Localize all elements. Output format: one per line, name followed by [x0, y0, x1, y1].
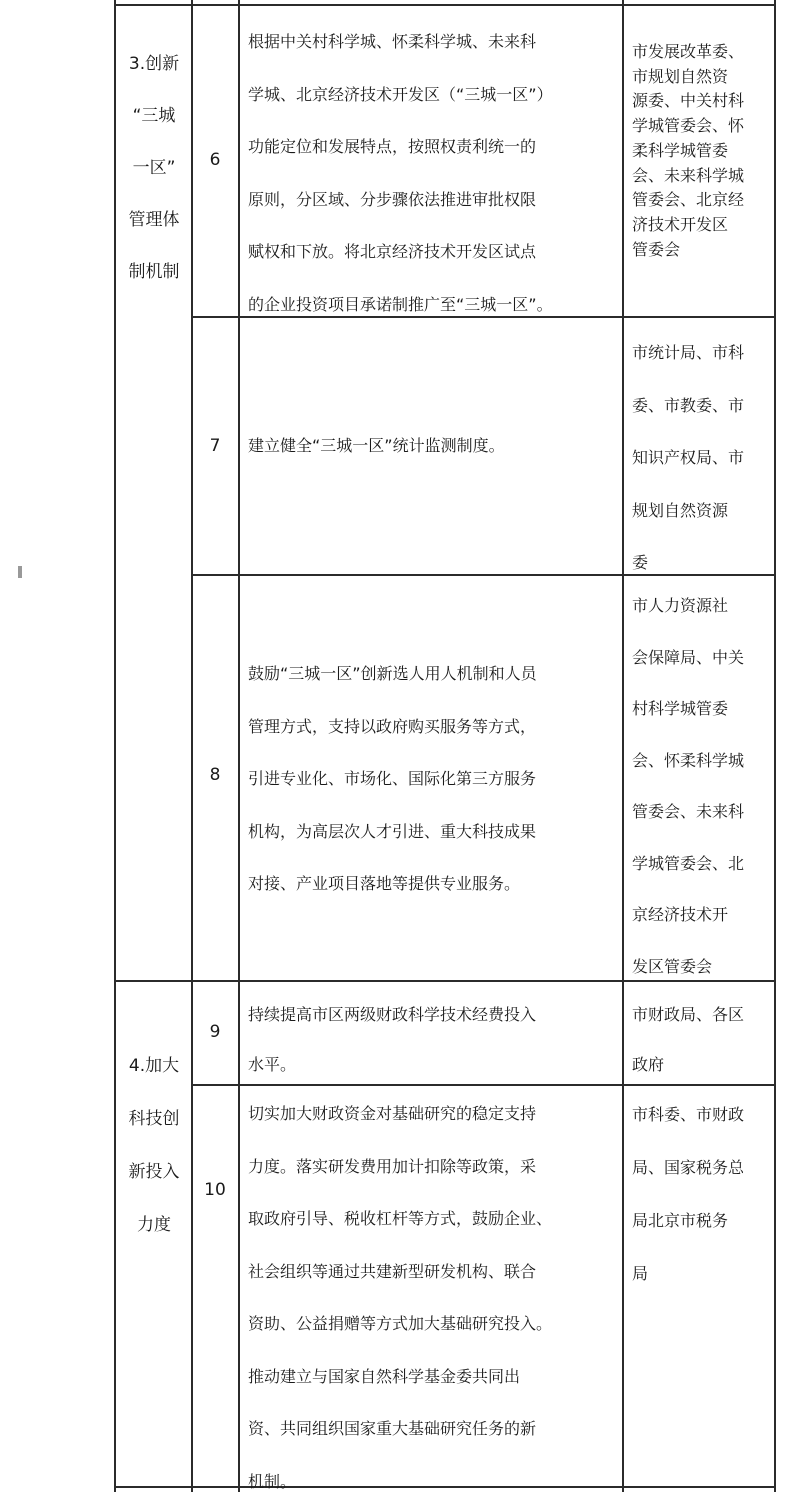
task-line: 机制。: [248, 1456, 618, 1508]
department-line: 会、怀柔科学城: [632, 735, 772, 787]
task-line: 功能定位和发展特点，按照权责利统一的: [248, 121, 618, 174]
category-line: 3.创新: [116, 38, 192, 90]
task-cell: [248, 16, 618, 331]
department-cell: [632, 40, 772, 262]
department-line: 柔科学城管委: [632, 139, 772, 164]
task-line: 机构，为高层次人才引进、重大科技成果: [248, 806, 618, 859]
task-line: 的企业投资项目承诺制推广至“三城一区”。: [248, 279, 618, 332]
department-line: 发区管委会: [632, 941, 772, 993]
department-line: 村科学城管委: [632, 683, 772, 735]
task-cell: [248, 990, 618, 1090]
department-line: 学城管委会、怀: [632, 114, 772, 139]
task-line: 建立健全“三城一区”统计监测制度。: [248, 432, 618, 460]
department-line: 市科委、市财政: [632, 1088, 772, 1141]
row-number: 9: [192, 1022, 238, 1042]
row-number: 8: [192, 765, 238, 785]
task-cell: [248, 432, 618, 460]
department-line: 局、国家税务总: [632, 1141, 772, 1194]
task-line: 社会组织等通过共建新型研发机构、联合: [248, 1246, 618, 1299]
table-divider-number: [238, 0, 240, 1492]
task-line: 推动建立与国家自然科学基金委共同出: [248, 1351, 618, 1404]
row-number: 6: [192, 150, 238, 170]
category-line: 制机制: [116, 246, 192, 298]
department-line: 市财政局、各区: [632, 990, 772, 1040]
department-line: 委: [632, 537, 772, 590]
task-line: 鼓励“三城一区”创新选人用人机制和人员: [248, 648, 618, 701]
category-cell-3: [116, 38, 192, 298]
task-line: 引进专业化、市场化、国际化第三方服务: [248, 753, 618, 806]
task-line: 学城、北京经济技术开发区（“三城一区”）: [248, 69, 618, 122]
task-line: 资、共同组织国家重大基础研究任务的新: [248, 1403, 618, 1456]
category-line: “三城: [116, 90, 192, 142]
task-line: 力度。落实研发费用加计扣除等政策，采: [248, 1141, 618, 1194]
department-line: 市统计局、市科: [632, 327, 772, 380]
department-line: 局: [632, 1247, 772, 1300]
department-line: 市规划自然资: [632, 65, 772, 90]
task-line: 资助、公益捐赠等方式加大基础研究投入。: [248, 1298, 618, 1351]
category-line: 力度: [116, 1199, 192, 1252]
row-number: 10: [192, 1180, 238, 1200]
category-line: 新投入: [116, 1146, 192, 1199]
department-line: 市发展改革委、: [632, 40, 772, 65]
department-line: 局北京市税务: [632, 1194, 772, 1247]
row-number: 7: [192, 436, 238, 456]
category-line: 一区”: [116, 142, 192, 194]
task-line: 管理方式，支持以政府购买服务等方式，: [248, 701, 618, 754]
department-line: 源委、中关村科: [632, 89, 772, 114]
department-line: 京经济技术开: [632, 889, 772, 941]
task-line: 原则，分区域、分步骤依法推进审批权限: [248, 174, 618, 227]
task-line: 水平。: [248, 1040, 618, 1090]
department-line: 管委会、北京经: [632, 188, 772, 213]
department-line: 管委会: [632, 238, 772, 263]
department-line: 管委会、未来科: [632, 786, 772, 838]
task-line: 赋权和下放。将北京经济技术开发区试点: [248, 226, 618, 279]
task-cell: [248, 648, 618, 911]
task-line: 根据中关村科学城、怀柔科学城、未来科: [248, 16, 618, 69]
task-cell: [248, 1088, 618, 1508]
category-line: 4.加大: [116, 1040, 192, 1093]
department-line: 规划自然资源: [632, 485, 772, 538]
department-line: 济技术开发区: [632, 213, 772, 238]
department-line: 会、未来科学城: [632, 164, 772, 189]
department-cell: [632, 327, 772, 590]
department-line: 市人力资源社: [632, 580, 772, 632]
department-line: 知识产权局、市: [632, 432, 772, 485]
table-border-right: [774, 0, 776, 1492]
task-line: 取政府引导、税收杠杆等方式，鼓励企业、: [248, 1193, 618, 1246]
table-divider-task: [622, 0, 624, 1492]
department-cell: [632, 990, 772, 1090]
department-line: 会保障局、中关: [632, 632, 772, 684]
category-line: 科技创: [116, 1093, 192, 1146]
task-line: 切实加大财政资金对基础研究的稳定支持: [248, 1088, 618, 1141]
row-divider-top: [114, 4, 776, 6]
department-cell: [632, 1088, 772, 1300]
department-cell: [632, 580, 772, 992]
department-line: 政府: [632, 1040, 772, 1090]
category-cell-4: [116, 1040, 192, 1252]
page-edge-mark: [18, 566, 22, 578]
task-line: 持续提高市区两级财政科学技术经费投入: [248, 990, 618, 1040]
department-line: 委、市教委、市: [632, 380, 772, 433]
department-line: 学城管委会、北: [632, 838, 772, 890]
category-line: 管理体: [116, 194, 192, 246]
task-line: 对接、产业项目落地等提供专业服务。: [248, 858, 618, 911]
